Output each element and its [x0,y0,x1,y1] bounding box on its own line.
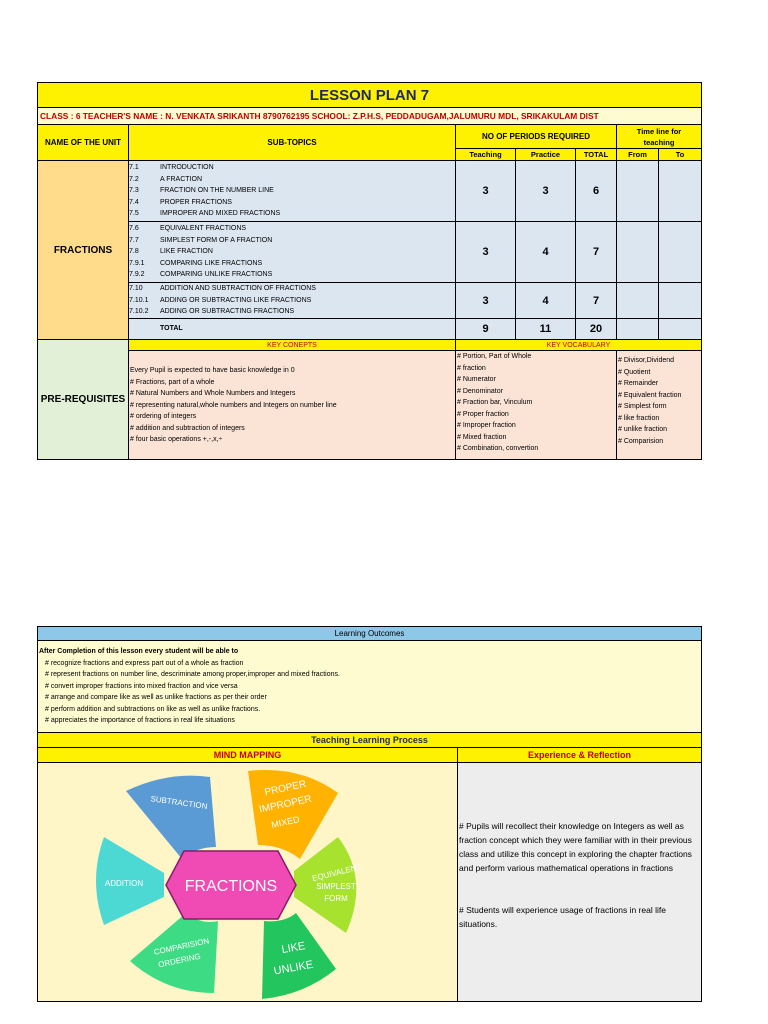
teaching-value: 3 [456,222,516,283]
total-value: 7 [576,283,617,319]
mind-mapping-title: MIND MAPPING [38,748,458,763]
subtopic-item: 7.9.1 COMPARING LIKE FRACTIONS [129,259,263,267]
teaching-value: 3 [456,283,516,319]
mind-map-diagram [38,763,458,1001]
vocab-item: # Fraction bar, Vinculum [457,399,533,406]
outcome-item: # appreciates the importance of fractions in real life situations [45,717,235,724]
experience-title: Experience & Reflection [458,748,701,763]
comparision-label-2: ORDERING [157,951,202,970]
concept-item: # four basic operations +,-,x,÷ [130,436,223,443]
teacher-info: CLASS : 6 TEACHER'S NAME : N. VENKATA SRIKANTH 8790762195 SCHOOL: Z.P.H.S, PEDDADUGAM,JALUMURU MDL, SRIKAKULAM DIST [38,108,701,125]
vocab-item: # Denominator [457,387,503,395]
concept-item: Every Pupil is expected to have basic knowledge in 0 [130,367,295,374]
grand-total: 20 [576,319,617,340]
vocab-item: # Proper fraction [457,410,509,418]
header-unit: NAME OF THE UNIT [38,125,129,161]
teaching-value: 3 [456,161,516,222]
subtopic-group-2 [129,222,456,283]
vocab-item: # Comparision [618,437,664,445]
vocab-item: # unlike fraction [618,426,668,433]
key-concepts-list [129,351,456,459]
equivalent-label-2: SIMPLEST [316,882,356,891]
practice-value: 4 [516,283,576,319]
like-label-1: LIKE [280,940,307,957]
comparision-label-1: COMPARISION [153,936,210,957]
subtopic-item: 7.1 INTRODUCTION [129,164,214,171]
practice-value: 4 [516,222,576,283]
concept-item: # addition and subtraction of integers [130,424,245,432]
concept-item: # Natural Numbers and Whole Numbers and Integers [130,390,296,397]
subtopic-item: 7.3 FRACTION ON THE NUMBER LINE [129,187,274,194]
key-vocab-list-2 [617,351,701,459]
outcome-item: # arrange and compare like as well as unlike fractions as per their order [45,694,267,701]
header-subtopics: SUB-TOPICS [129,125,456,161]
outcome-item: # recognize fractions and express part out of a whole as fraction [45,659,244,667]
from-cell [617,222,659,283]
vocab-item: # Mixed fraction [457,433,507,441]
to-cell [659,161,701,222]
header-from: From [617,149,659,161]
to-cell [659,319,701,340]
total-value: 6 [576,161,617,222]
outcomes-intro: After Completion of this lesson every student will be able to [39,648,239,655]
subtopic-item: 7.7 SIMPLEST FORM OF A FRACTION [129,236,273,244]
to-cell [659,283,701,319]
comparision-petal [130,913,218,993]
subtopic-item: 7.5 IMPROPER AND MIXED FRACTIONS [129,210,281,217]
subtopic-item: 7.4 PROPER FRACTIONS [129,198,232,206]
process-title: Teaching Learning Process [38,733,701,748]
unit-name: FRACTIONS [38,161,129,340]
vocab-item: # Improper fraction [457,422,516,429]
header-periods: NO OF PERIODS REQUIRED [456,125,617,149]
practice-value: 3 [516,161,576,222]
header-timeline: Time line for teaching [617,125,701,149]
subtopic-group-1 [129,161,456,222]
vocab-item: # Quotient [618,368,651,376]
outcome-item: # convert improper fractions into mixed fraction and vice versa [45,682,238,690]
from-cell [617,283,659,319]
vocab-item: # Remainder [618,380,659,387]
subtopic-item: 7.10.2 ADDING OR SUBTRACTING FRACTIONS [129,308,295,315]
key-vocab-title: KEY VOCABULARY [456,340,701,351]
subtopic-item: 7.6 EQUIVALENT FRACTIONS [129,225,247,232]
totals-label: TOTAL [129,319,456,340]
vocab-item: # Divisor,Dividend [618,357,675,364]
addition-label: ADDITION [104,879,144,888]
subtraction-petal [126,776,216,859]
outcome-item: # perform addition and subtractions on like as well as unlike fractions. [45,705,261,713]
outcomes-title: Learning Outcomes [38,627,701,641]
subtopic-item: 7.10 ADDITION AND SUBTRACTION OF FRACTIONS [129,285,316,292]
key-concepts-title: KEY CONEPTS [129,340,456,351]
from-cell [617,161,659,222]
lesson-title: LESSON PLAN 7 [38,83,701,108]
vocab-item: # Portion, Part of Whole [457,353,532,360]
subtopic-item: 7.2 A FRACTION [129,175,203,183]
vocab-item: # Combination, convertion [457,445,539,452]
header-teaching: Teaching [456,149,516,161]
key-vocab-list-1 [456,351,617,459]
vocab-item: # like fraction [618,414,660,422]
from-cell [617,319,659,340]
proper-label-1: PROPER [263,778,308,799]
concept-item: # representing natural,whole numbers and Integers on number line [130,401,337,409]
header-to: To [659,149,701,161]
header-total: TOTAL [576,149,617,161]
learning-table [37,626,702,1002]
subtopic-item: 7.10.1 ADDING OR SUBTRACTING LIKE FRACTIONS [129,296,312,304]
reflection-panel [458,763,701,1001]
concept-item: # Fractions, part of a whole [130,378,215,386]
vocab-item: # Equivalent fraction [618,391,682,399]
proper-label-2: IMPROPER [258,793,313,816]
subtopic-item: 7.8 LIKE FRACTION [129,248,213,255]
total-value: 7 [576,222,617,283]
vocab-item: # fraction [457,364,486,372]
equivalent-label-3: FORM [324,894,348,903]
practice-total: 11 [516,319,576,340]
outcome-item: # represent fractions on number line, descriminate among proper,improper and mixed fractions. [45,671,340,678]
reflection-text-1: # Pupils will recollect their knowledge on Integers as well as fraction concept which they were familiar with in their previous class and utilize this concept in exploring the chapter fractions and perform various mathematical operations in fractions [459,821,692,873]
subtraction-label: SUBTRACTION [149,794,209,812]
fractions-center-label: FRACTIONS [184,878,278,895]
like-label-2: UNLIKE [272,958,315,978]
prereq-label: PRE-REQUISITES [38,340,129,459]
proper-label-3: MIXED [270,814,301,830]
subtopic-item: 7.9.2 COMPARING UNLIKE FRACTIONS [129,271,273,278]
concept-item: # ordering of integers [130,413,197,420]
mind-map [38,763,458,1001]
header-practice: Practice [516,149,576,161]
lesson-plan-table [37,82,702,460]
to-cell [659,222,701,283]
vocab-item: # Numerator [457,376,496,383]
outcomes-list [38,641,701,733]
equivalent-label-1: EQUIVALENT, [311,861,364,884]
teaching-total: 9 [456,319,516,340]
vocab-item: # Simplest form [618,403,667,410]
subtopic-group-3 [129,283,456,319]
like-petal [262,913,336,999]
reflection-text-2: # Students will experience usage of fractions in real life situations. [459,905,666,929]
